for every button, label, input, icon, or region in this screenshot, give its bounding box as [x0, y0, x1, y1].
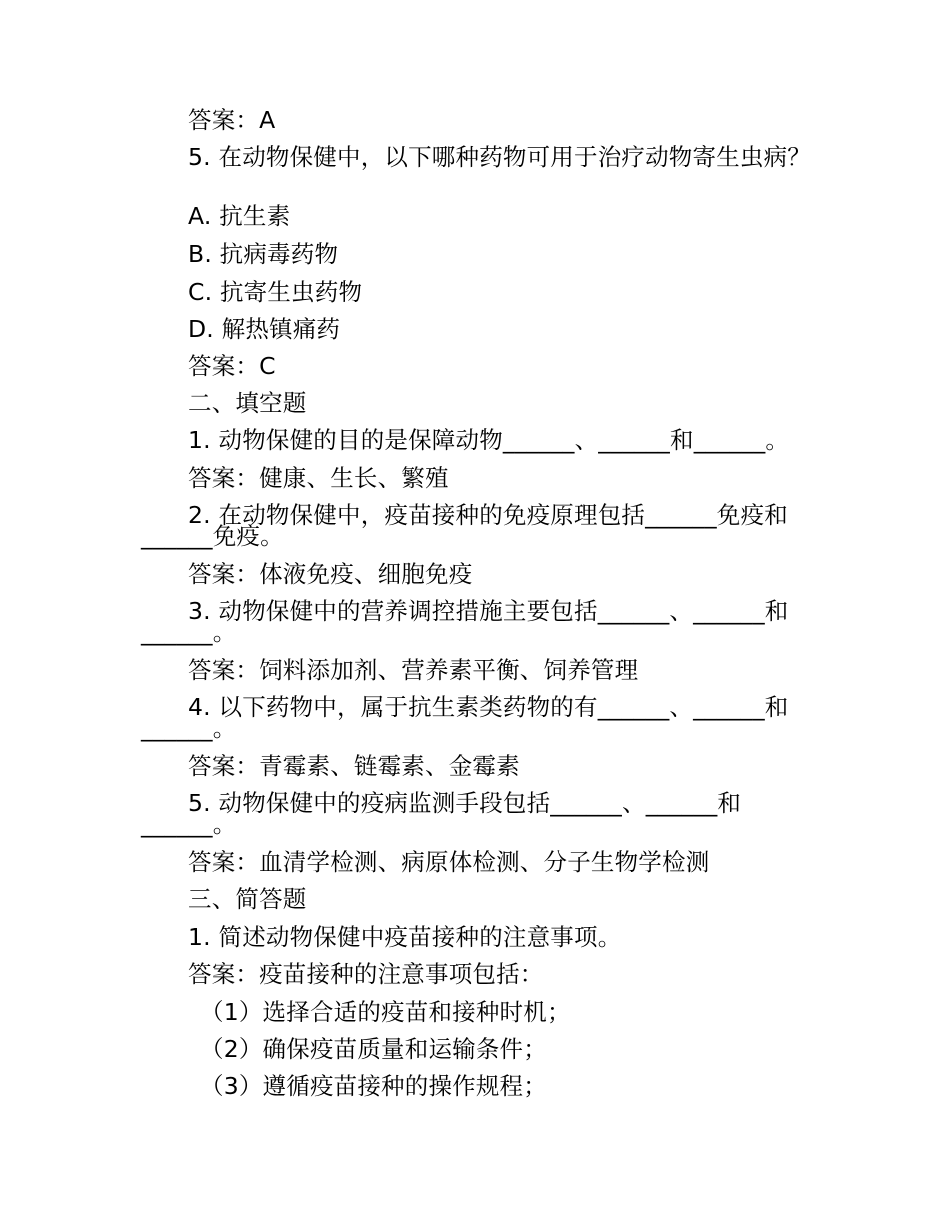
- list-item: （2）确保疫苗质量和运输条件；: [200, 1035, 547, 1063]
- question-line: 3. 动物保健中的营养调控措施主要包括______、______和______。: [141, 597, 789, 646]
- question-line: 2. 在动物保健中，疫苗接种的免疫原理包括______免疫和______免疫。: [141, 501, 788, 550]
- answer-line: 答案：A: [188, 106, 276, 134]
- question-line: 5. 在动物保健中，以下哪种药物可用于治疗动物寄生虫病？: [188, 143, 811, 171]
- answer-line: 答案：血清学检测、病原体检测、分子生物学检测: [188, 848, 710, 876]
- answer-line: 答案：饲料添加剂、营养素平衡、饲养管理: [188, 656, 639, 684]
- question-line: 1. 动物保健的目的是保障动物______、______和______。: [188, 426, 790, 454]
- answer-line: 答案：青霉素、链霉素、金霉素: [188, 752, 520, 780]
- question-line: 5. 动物保健中的疫病监测手段包括______、______和______。: [141, 789, 742, 838]
- question-line: 4. 以下药物中，属于抗生素类药物的有______、______和______。: [141, 693, 789, 742]
- list-item: （1）选择合适的疫苗和接种时机；: [200, 998, 571, 1026]
- answer-line: 答案：体液免疫、细胞免疫: [188, 560, 473, 588]
- question-line: 1. 简述动物保健中疫苗接种的注意事项。: [188, 923, 622, 951]
- option-line: B. 抗病毒药物: [188, 240, 339, 268]
- option-line: A. 抗生素: [188, 202, 291, 230]
- option-line: C. 抗寄生虫药物: [188, 278, 363, 306]
- answer-line: 答案：疫苗接种的注意事项包括：: [188, 960, 544, 988]
- answer-line: 答案：C: [188, 352, 276, 380]
- list-item: （3）遵循疫苗接种的操作规程；: [200, 1072, 547, 1100]
- section-heading: 三、简答题: [188, 885, 307, 913]
- section-heading: 二、填空题: [188, 389, 307, 417]
- option-line: D. 解热镇痛药: [188, 315, 341, 343]
- answer-line: 答案：健康、生长、繁殖: [188, 464, 449, 492]
